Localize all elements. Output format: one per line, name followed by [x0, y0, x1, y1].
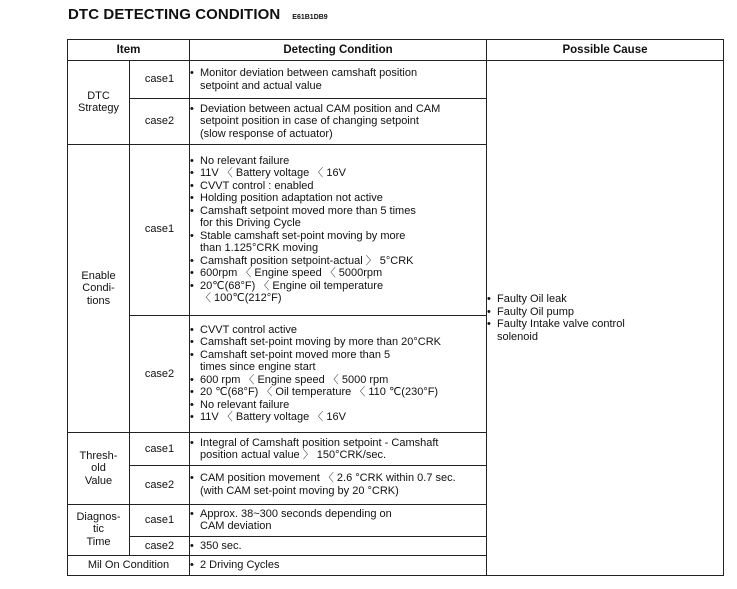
bullet-line: for this Driving Cycle — [200, 217, 301, 230]
bullet-item — [487, 293, 723, 306]
bullet-line: • No relevant failure — [200, 398, 290, 411]
bullet-item — [190, 103, 486, 141]
table-header-row — [68, 40, 724, 61]
bullet-line: • CVVT control active — [200, 323, 298, 336]
bullet-item — [487, 318, 723, 343]
item-label-mil-on-condition: Mil On Condition — [68, 555, 190, 575]
condition-cell — [190, 466, 487, 504]
bullet-line: • Stable camshaft set-point moving by more — [200, 229, 406, 242]
item-label-line: Diagnos- — [76, 510, 121, 523]
bullet-item — [190, 180, 486, 193]
dtc-table — [67, 39, 724, 576]
column-header-item: Item — [68, 40, 190, 61]
case-label: case1 — [130, 61, 190, 99]
bullet-item — [190, 324, 486, 337]
item-label-line: tions — [86, 294, 111, 307]
bullet-line: • CVVT control : enabled — [200, 179, 314, 192]
bullet-line: • Deviation between actual CAM position and CAM — [200, 102, 441, 115]
condition-cell — [190, 504, 487, 536]
case-label: case1 — [130, 504, 190, 536]
bullet-item — [190, 155, 486, 168]
bullet-line: • 20℃(68°F) 〈 Engine oil temperature — [200, 279, 384, 292]
bullet-item — [487, 306, 723, 319]
column-header-cause: Possible Cause — [487, 40, 724, 61]
bullet-item — [190, 559, 486, 572]
bullet-line: • Holding position adaptation not active — [200, 192, 383, 205]
item-label-line: DTC — [87, 89, 110, 102]
case-label: case2 — [130, 315, 190, 433]
bullet-item — [190, 386, 486, 399]
bullet-item — [190, 267, 486, 280]
bullet-line: times since engine start — [200, 361, 316, 374]
bullet-item — [190, 205, 486, 230]
case-label: case2 — [130, 536, 190, 555]
bullet-line: • Faulty Oil leak — [497, 293, 567, 306]
bullet-line: • Integral of Camshaft position setpoint - Camshaft — [200, 436, 439, 449]
bullet-line: 〈 100℃(212°F) — [200, 292, 282, 305]
document-code: E61B1DB9 — [292, 14, 328, 21]
bullet-line: • 600rpm 〈 Engine speed 〈 5000rpm — [200, 267, 383, 280]
bullet-item — [190, 67, 486, 92]
bullet-line: • 20 ℃(68°F) 〈 Oil temperature 〈 110 ℃(230°F) — [200, 386, 439, 399]
bullet-item — [190, 399, 486, 412]
bullet-item — [190, 230, 486, 255]
condition-cell — [190, 433, 487, 466]
bullet-line: position actual value 〉 150°CRK/sec. — [200, 449, 386, 462]
condition-cell — [190, 144, 487, 315]
condition-cell — [190, 99, 487, 144]
item-label-line: Condi- — [82, 282, 115, 295]
bullet-item — [190, 192, 486, 205]
bullet-item — [190, 437, 486, 462]
case-label: case2 — [130, 99, 190, 144]
condition-cell — [190, 536, 487, 555]
item-label-dtc-strategy — [68, 61, 130, 144]
bullet-item — [190, 374, 486, 387]
table-row — [68, 61, 724, 99]
bullet-item — [190, 540, 486, 553]
bullet-line: (with CAM set-point moving by 20 °CRK) — [200, 484, 399, 497]
bullet-line: CAM deviation — [200, 520, 272, 533]
bullet-line: • 11V 〈 Battery voltage 〈 16V — [200, 167, 346, 180]
bullet-item — [190, 349, 486, 374]
bullet-line: solenoid — [497, 330, 538, 343]
case-label: case1 — [130, 433, 190, 466]
bullet-item — [190, 472, 486, 497]
bullet-line: • Camshaft set-point moving by more than 20°CRK — [200, 336, 442, 349]
condition-cell — [190, 315, 487, 433]
item-label-line: Strategy — [78, 102, 119, 115]
case-label: case1 — [130, 144, 190, 315]
item-label-threshold-value — [68, 433, 130, 504]
bullet-item — [190, 411, 486, 424]
bullet-item — [190, 508, 486, 533]
bullet-line: • Camshaft set-point moved more than 5 — [200, 348, 391, 361]
bullet-item — [190, 167, 486, 180]
item-label-diagnostic-time — [68, 504, 130, 555]
bullet-line: • No relevant failure — [200, 154, 290, 167]
item-label-line: Value — [84, 474, 113, 487]
item-label-line: old — [91, 462, 106, 475]
bullet-line: • Faulty Intake valve control — [497, 318, 625, 331]
bullet-line: • Camshaft setpoint moved more than 5 times — [200, 204, 416, 217]
item-label-line: tic — [93, 523, 104, 536]
case-label: case2 — [130, 466, 190, 504]
condition-cell — [190, 555, 487, 575]
bullet-line: than 1.125°CRK moving — [200, 242, 319, 255]
bullet-line: • Approx. 38~300 seconds depending on — [200, 507, 392, 520]
bullet-line: (slow response of actuator) — [200, 127, 333, 140]
bullet-line: • CAM position movement 〈 2.6 °CRK within 0.7 sec. — [200, 472, 456, 485]
item-label-line: Time — [86, 535, 111, 548]
bullet-line: setpoint and actual value — [200, 79, 322, 92]
bullet-line: • Faulty Oil pump — [497, 305, 575, 318]
bullet-line: setpoint position in case of changing setpoint — [200, 115, 419, 128]
item-label-line: Enable — [81, 269, 116, 282]
bullet-line: • 2 Driving Cycles — [200, 559, 280, 572]
bullet-line: • 600 rpm 〈 Engine speed 〈 5000 rpm — [200, 373, 389, 386]
page-header — [68, 6, 328, 23]
bullet-item — [190, 255, 486, 268]
possible-cause-cell — [487, 61, 724, 576]
bullet-line: • Camshaft position setpoint-actual 〉 5°CRK — [200, 254, 414, 267]
column-header-condition: Detecting Condition — [190, 40, 487, 61]
bullet-item — [190, 280, 486, 305]
item-label-enable-conditions — [68, 144, 130, 433]
bullet-line: • 11V 〈 Battery voltage 〈 16V — [200, 411, 346, 424]
page-title: DTC DETECTING CONDITION — [68, 6, 281, 23]
bullet-item — [190, 336, 486, 349]
bullet-line: • 350 sec. — [200, 539, 242, 552]
condition-cell — [190, 61, 487, 99]
bullet-line: • Monitor deviation between camshaft position — [200, 67, 418, 80]
item-label-line: Thresh- — [79, 449, 118, 462]
